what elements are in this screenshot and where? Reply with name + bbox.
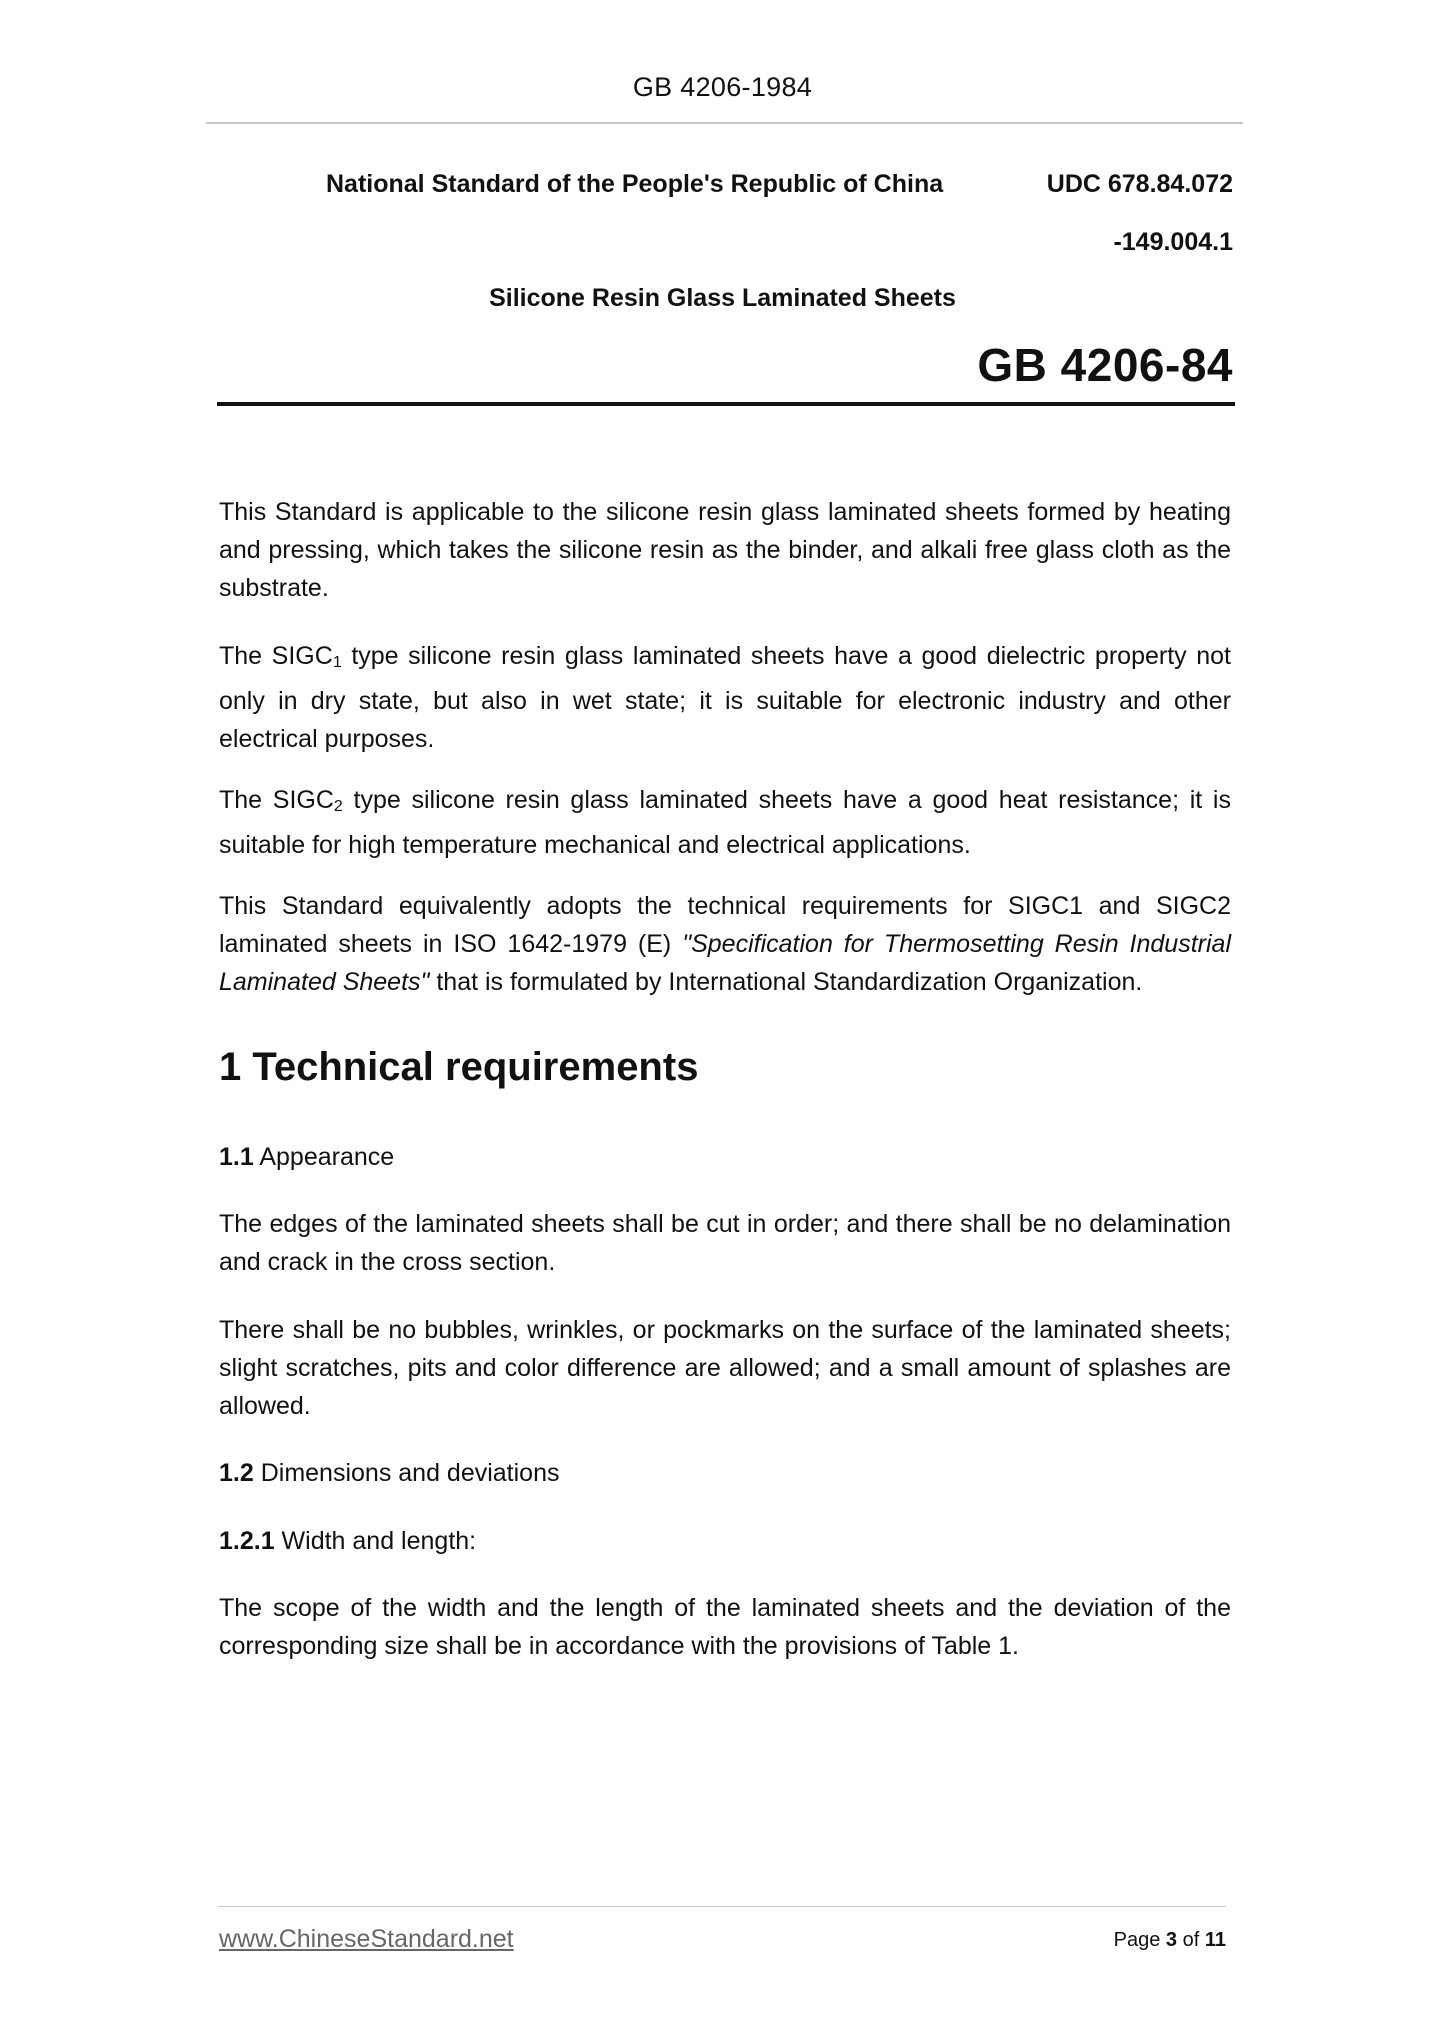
subsection-1-2-1-title: Width and length: (274, 1527, 477, 1555)
iso-reference-paragraph (219, 887, 1231, 1001)
iso-reference-after: that is formulated by International Standardization Organization. (429, 968, 1143, 996)
iso-reference-before: This Standard equivalently adopts the technical requirements for SIGC1 and SIGC2 laminated sheets in ISO 1642-1979 (E) (219, 892, 1231, 958)
scope-paragraph: This Standard is applicable to the silicone resin glass laminated sheets formed by heating and pressing, which takes the silicone resin as the binder, and alkali free glass cloth as the substrate. (219, 498, 1231, 602)
page-current: 3 (1165, 1929, 1178, 1951)
subsection-1-1-number: 1.1 (219, 1143, 254, 1171)
subsection-1-2-heading (219, 1454, 1231, 1492)
page-number (1114, 1929, 1226, 1952)
standard-number: GB 4206-84 (977, 339, 1233, 391)
subsection-1-2-title: Dimensions and deviations (253, 1459, 560, 1487)
website-link[interactable]: www.ChineseStandard.net (219, 1925, 514, 1953)
sigc1-text: type silicone resin glass laminated sheets have a good dielectric property not only in dry state, but also in wet state; it is suitable for electronic industry and other electrical purposes. (219, 642, 1232, 753)
footer-divider (218, 1906, 1226, 1907)
section-heading-technical-requirements: 1 Technical requirements (219, 1045, 699, 1089)
subsection-1-2-1-number: 1.2.1 (219, 1527, 275, 1555)
page-total: 11 (1204, 1929, 1226, 1951)
width-length-paragraph: The scope of the width and the length of the laminated sheets and the deviation of the corresponding size shall be in accordance with the provisions of Table 1. (219, 1594, 1231, 1660)
surface-paragraph: There shall be no bubbles, wrinkles, or pockmarks on the surface of the laminated sheets; slight scratches, pits and color difference are allowed; and a small amount of splashes are allowed. (219, 1316, 1231, 1420)
iso-reference-title: "Specification for Thermosetting Resin Industrial Laminated Sheets" (219, 930, 1231, 996)
standard-title: Silicone Resin Glass Laminated Sheets (489, 284, 956, 312)
sigc2-prefix: The SIGC (219, 786, 334, 814)
page-of: of (1177, 1929, 1205, 1951)
subsection-1-1-heading (219, 1138, 1231, 1176)
sigc2-paragraph (219, 781, 1231, 864)
page-word: Page (1113, 1929, 1166, 1951)
edges-paragraph: The edges of the laminated sheets shall be cut in order; and there shall be no delamination and crack in the cross section. (219, 1210, 1231, 1276)
running-header-title: GB 4206-1984 (632, 72, 813, 102)
subsection-1-1-title: Appearance (253, 1143, 395, 1171)
sigc2-subscript: 2 (333, 798, 343, 815)
sigc2-text: type silicone resin glass laminated sheets have a good heat resistance; it is suitable for high temperature mechanical and electrical applications. (219, 786, 1231, 859)
sigc1-paragraph (219, 637, 1231, 758)
udc-code-line1: UDC 678.84.072 (1046, 170, 1233, 198)
national-standard-label: National Standard of the People's Republic of China (326, 170, 944, 198)
udc-code-line2: -149.004.1 (1113, 228, 1233, 256)
subsection-1-2-1-heading (219, 1522, 1231, 1560)
title-divider (217, 402, 1235, 406)
sigc1-prefix: The SIGC (219, 642, 333, 670)
header-divider (206, 122, 1243, 124)
sigc1-subscript: 1 (332, 654, 342, 671)
subsection-1-2-number: 1.2 (219, 1459, 254, 1487)
